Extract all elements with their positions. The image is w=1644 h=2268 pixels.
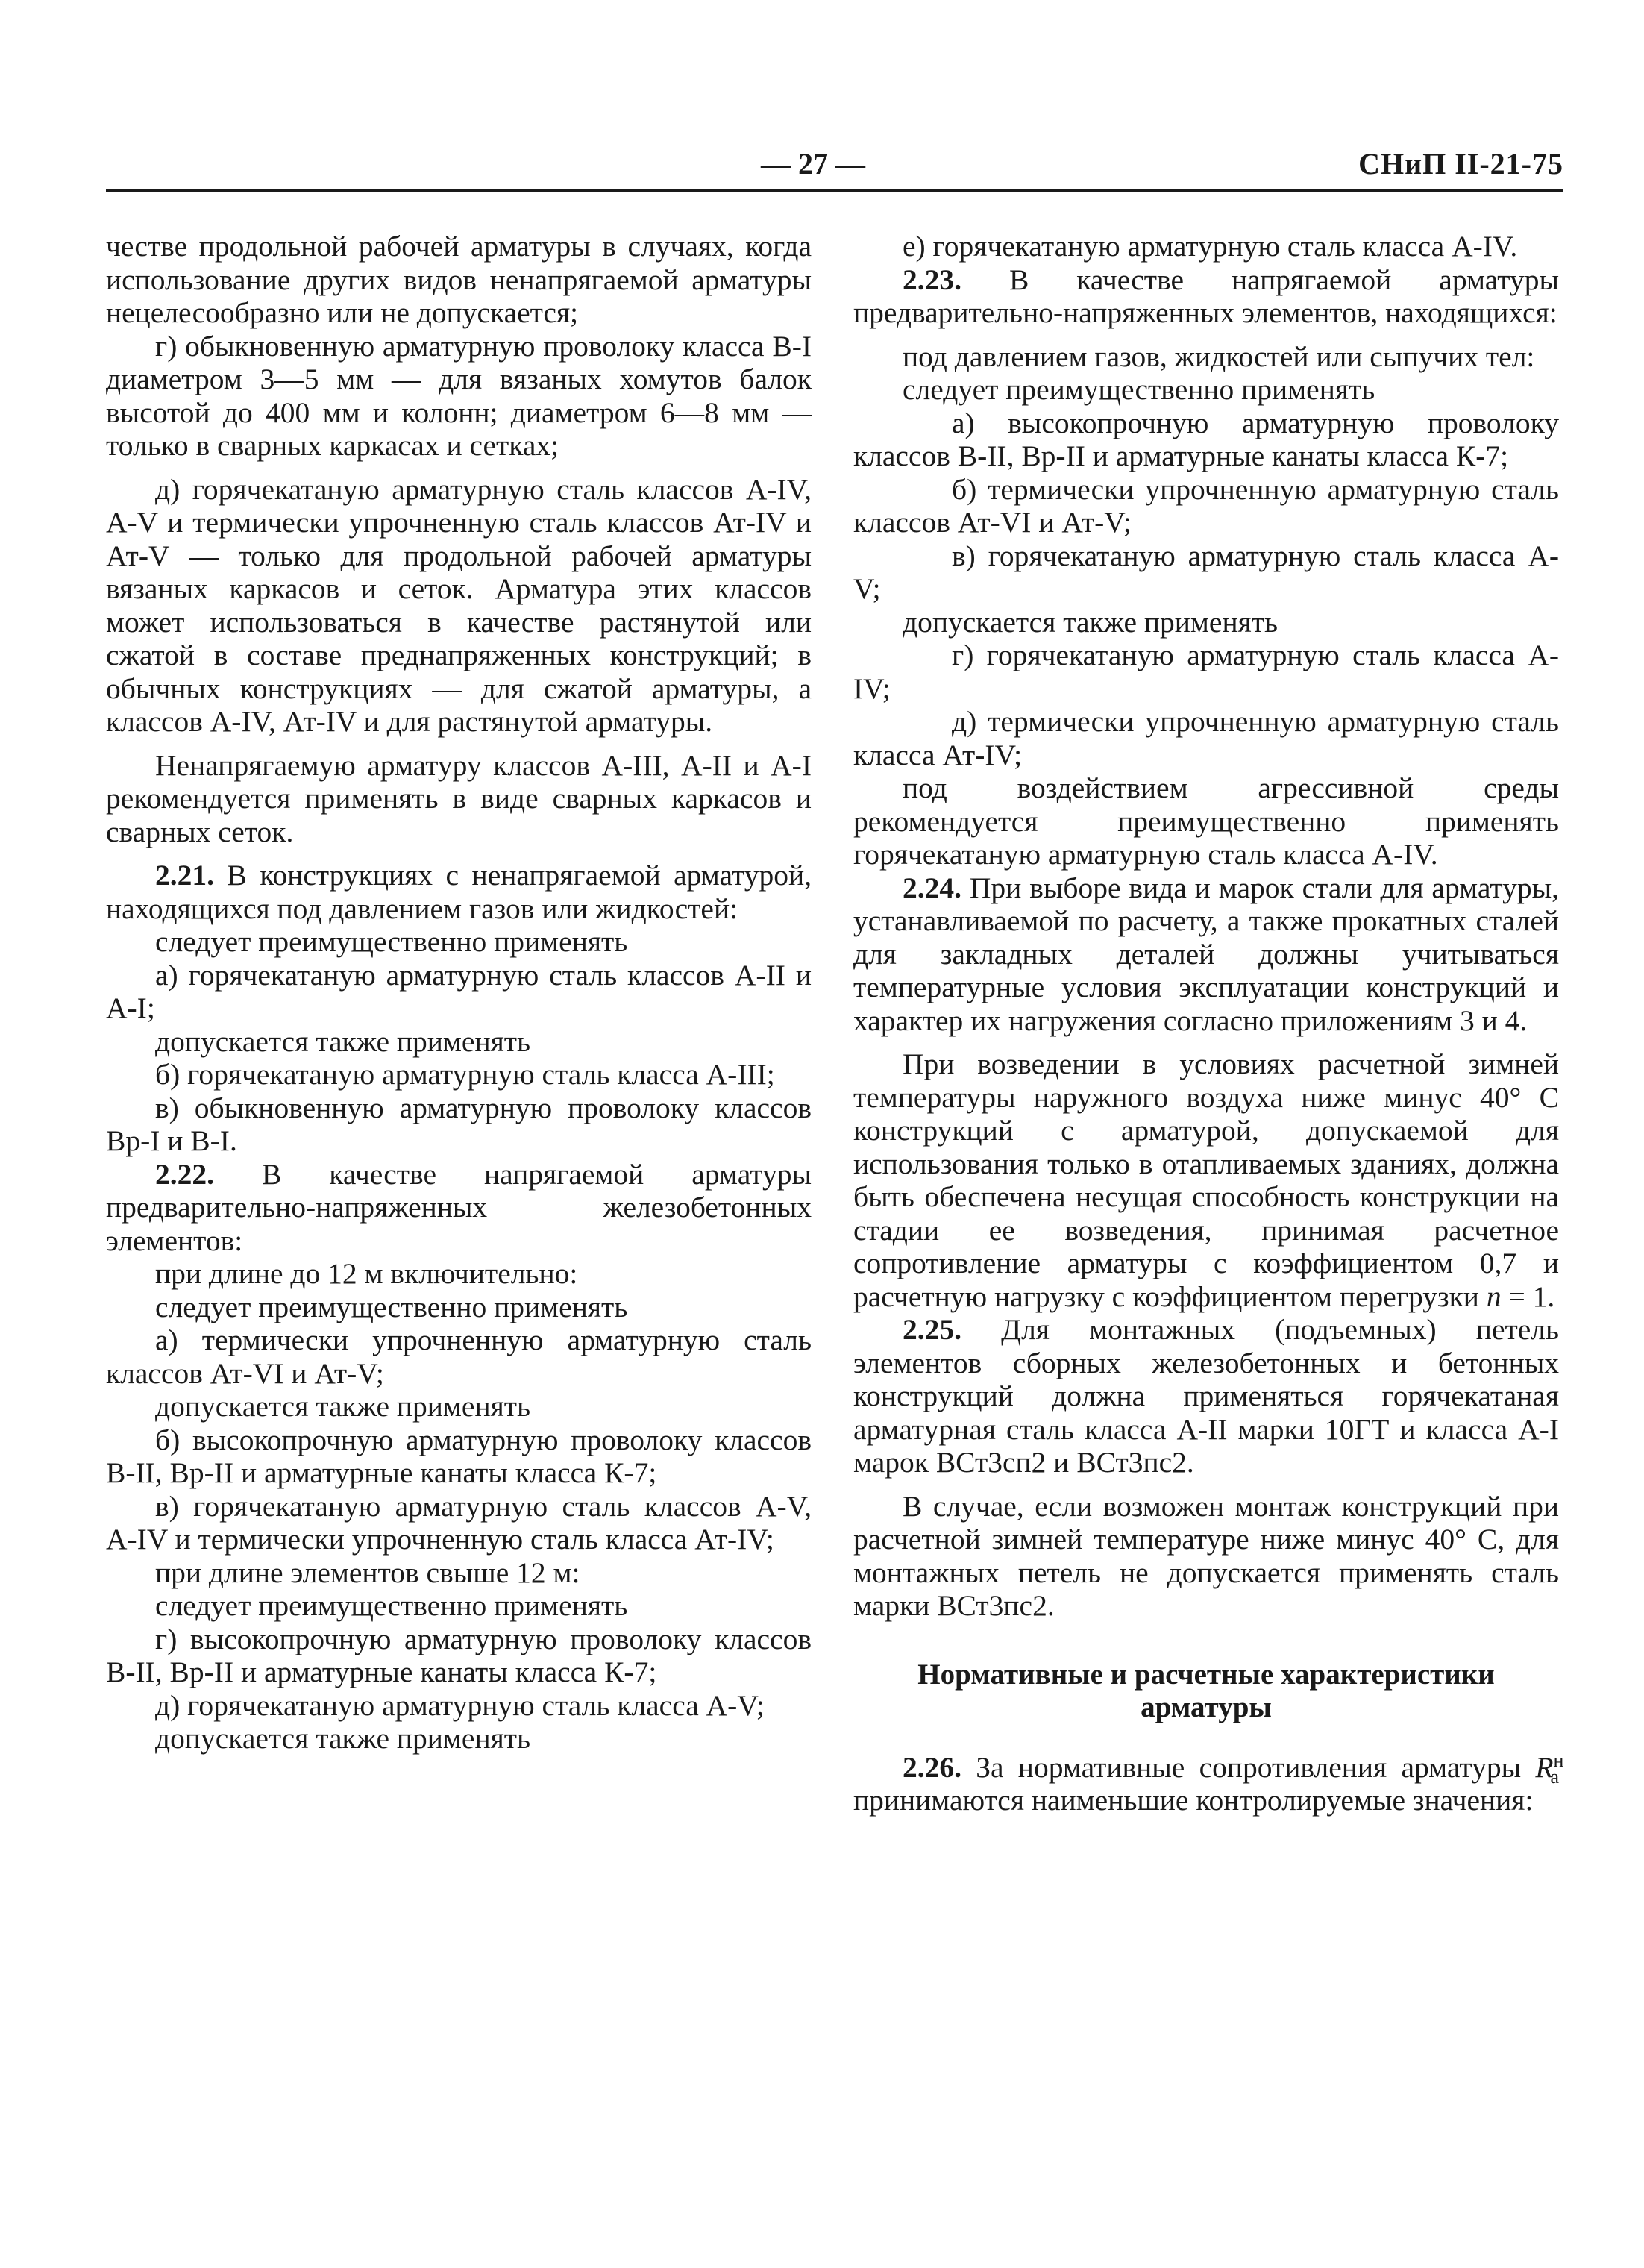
list-item: а) высокопрочную арматурную проволоку классов В-II, Вр-II и арматурные канаты класса К-7; (853, 406, 1559, 472)
list-item: а) горячекатаную арматурную сталь классов А-II и А-I; (106, 958, 812, 1024)
left-column (106, 230, 812, 1755)
list-item: е) горячекатаную арматурную сталь класса А-IV. (903, 230, 1518, 263)
clause-text: При выборе вида и марок стали для арматуры, устанавливаемой по расчету, а также прокатных сталей для закладных деталей должны учитываться температурные условия эксплуатации конструкций и характер их нагружения согласно приложениям 3 и 4. (853, 871, 1559, 1037)
section-heading: Нормативные и расчетные характеристики арматуры (917, 1658, 1495, 1723)
list-line: при длине элементов свыше 12 м: (155, 1556, 580, 1589)
clause-number: 2.25. (903, 1313, 961, 1346)
paragraph: Ненапрягаемую арматуру классов А-III, А-II и А-I рекомендуется применять в виде сварных каркасов и сварных сеток. (106, 748, 812, 848)
symbol-subscript: а (1550, 1766, 1559, 1788)
symbol-r: R (1535, 1750, 1554, 1784)
paragraph: д) горячекатаную арматурную сталь классов А-IV, А-V и термически упрочненную сталь классов Ат-IV и Ат-V — только для продольной рабочей арматуры вязаных каркасов и сеток. Арматура этих классов может использоваться в качестве растянутой или сжатой в составе преднапряженных конструкций; в обычных конструкциях — для сжатой арматуры, а классов А-IV, Ат-IV и для растянутой арматуры. (106, 472, 812, 738)
clause-number: 2.21. (155, 859, 214, 892)
paragraph-end: = 1. (1501, 1279, 1555, 1313)
list-line: следует преимущественно применять (903, 373, 1375, 406)
list-line: допускается также применять (155, 1390, 531, 1423)
list-line: следует преимущественно применять (155, 1589, 628, 1622)
clause-text: В качестве напрягаемой арматуры предварительно-напряженных железобетонных элементов: (106, 1157, 812, 1257)
paragraph (853, 1047, 1559, 1313)
page-number: — 27 — (761, 147, 865, 181)
list-item: д) термически упрочненную арматурную сталь класса Ат-IV; (853, 705, 1559, 771)
paragraph-text: При возведении в условиях расчетной зимней температуры наружного воздуха ниже минус 40° С конструкций с арматурой, допускаемой для использования только в отапливаемых зданиях, должна быть обеспечена несущая способность конструкции на стадии ее возведения, принимая расчетное сопротивление арматуры с коэффициентом 0,7 и расчетную нагрузку с коэффициентом перегрузки (853, 1047, 1559, 1313)
list-line: допускается также применять (903, 605, 1279, 639)
clause-number: 2.23. (903, 263, 961, 296)
clause-2-22 (106, 1158, 812, 1258)
header-rule (106, 189, 1563, 192)
list-line: следует преимущественно применять (155, 1290, 628, 1323)
paragraph: В случае, если возможен монтаж конструкций при расчетной зимней температуре ниже минус 40° С, для монтажных петель не допускается применять сталь марки ВСт3пс2. (853, 1489, 1559, 1622)
clause-text: За нормативные сопротивления арматуры (961, 1750, 1536, 1784)
clause-number: 2.22. (155, 1157, 214, 1191)
document-code: СНиП II-21-75 (1358, 147, 1563, 181)
list-item: б) высокопрочную арматурную проволоку классов В-II, Вр-II и арматурные канаты класса К-7; (106, 1423, 812, 1489)
list-line: при длине до 12 м включительно: (155, 1257, 578, 1290)
clause-2-26 (853, 1749, 1564, 1817)
paragraph: г) обыкновенную арматурную проволоку класса В-I диаметром 3—5 мм — для вязаных хомутов балок высотой до 400 мм и колонн; диаметром 6—8 мм — только в сварных каркасах и сетках; (106, 329, 812, 462)
clause-text: В качестве напрягаемой арматуры предварительно-напряженных элементов, находящихся: (853, 263, 1559, 329)
paragraph: под давлением газов, жидкостей или сыпучих тел: (903, 339, 1535, 373)
clause-text: принимаются наименьшие контролируемые значения: (853, 1784, 1534, 1817)
clause-2-25 (853, 1313, 1559, 1479)
list-item: а) термически упрочненную арматурную сталь классов Ат-VI и Ат-V; (106, 1323, 812, 1390)
list-line: следует преимущественно применять (155, 925, 628, 958)
clause-number: 2.26. (903, 1750, 961, 1784)
list-item: б) термически упрочненную арматурную сталь классов Ат-VI и Ат-V; (853, 472, 1559, 539)
list-item: г) горячекатаную арматурную сталь класса А-IV; (853, 639, 1559, 705)
paragraph: честве продольной рабочей арматуры в случаях, когда использование других видов ненапрягаемой арматуры нецелесообразно или не допускается; (106, 230, 812, 329)
list-item: в) обыкновенную арматурную проволоку классов Вр-I и В-I. (106, 1091, 812, 1157)
right-column (853, 230, 1564, 1817)
symbol-superscript: н (1553, 1749, 1564, 1771)
clause-2-23 (853, 263, 1559, 330)
clause-2-21 (106, 859, 812, 925)
paragraph: под воздействием агрессивной среды рекомендуется преимущественно применять горячекатаную арматурную сталь класса А-IV. (853, 771, 1559, 871)
list-line: допускается также применять (155, 1024, 531, 1058)
clause-text: В конструкциях с ненапрягаемой арматурой, находящихся под давлением газов или жидкостей: (106, 859, 812, 925)
list-item: г) высокопрочную арматурную проволоку классов В-II, Вр-II и арматурные канаты класса К-7; (106, 1622, 812, 1688)
list-item: в) горячекатаную арматурную сталь классов А-V, А-IV и термически упрочненную сталь класса Ат-IV; (106, 1489, 812, 1556)
list-line: допускается также применять (155, 1722, 531, 1755)
clause-number: 2.24. (903, 871, 961, 904)
list-item: б) горячекатаную арматурную сталь класса А-III; (155, 1058, 775, 1091)
variable-n: n (1486, 1279, 1502, 1313)
clause-2-24 (853, 871, 1559, 1038)
list-item: в) горячекатаную арматурную сталь класса А-V; (853, 539, 1559, 605)
list-item: д) горячекатаную арматурную сталь класса А-V; (155, 1688, 765, 1722)
clause-text: Для монтажных (подъемных) петель элементов сборных железобетонных и бетонных конструкций должна применяться горячекатаная арматурная сталь класса А-II марки 10ГТ и класса А-I марок ВСт3сп2 и ВСт3пс2. (853, 1313, 1559, 1479)
